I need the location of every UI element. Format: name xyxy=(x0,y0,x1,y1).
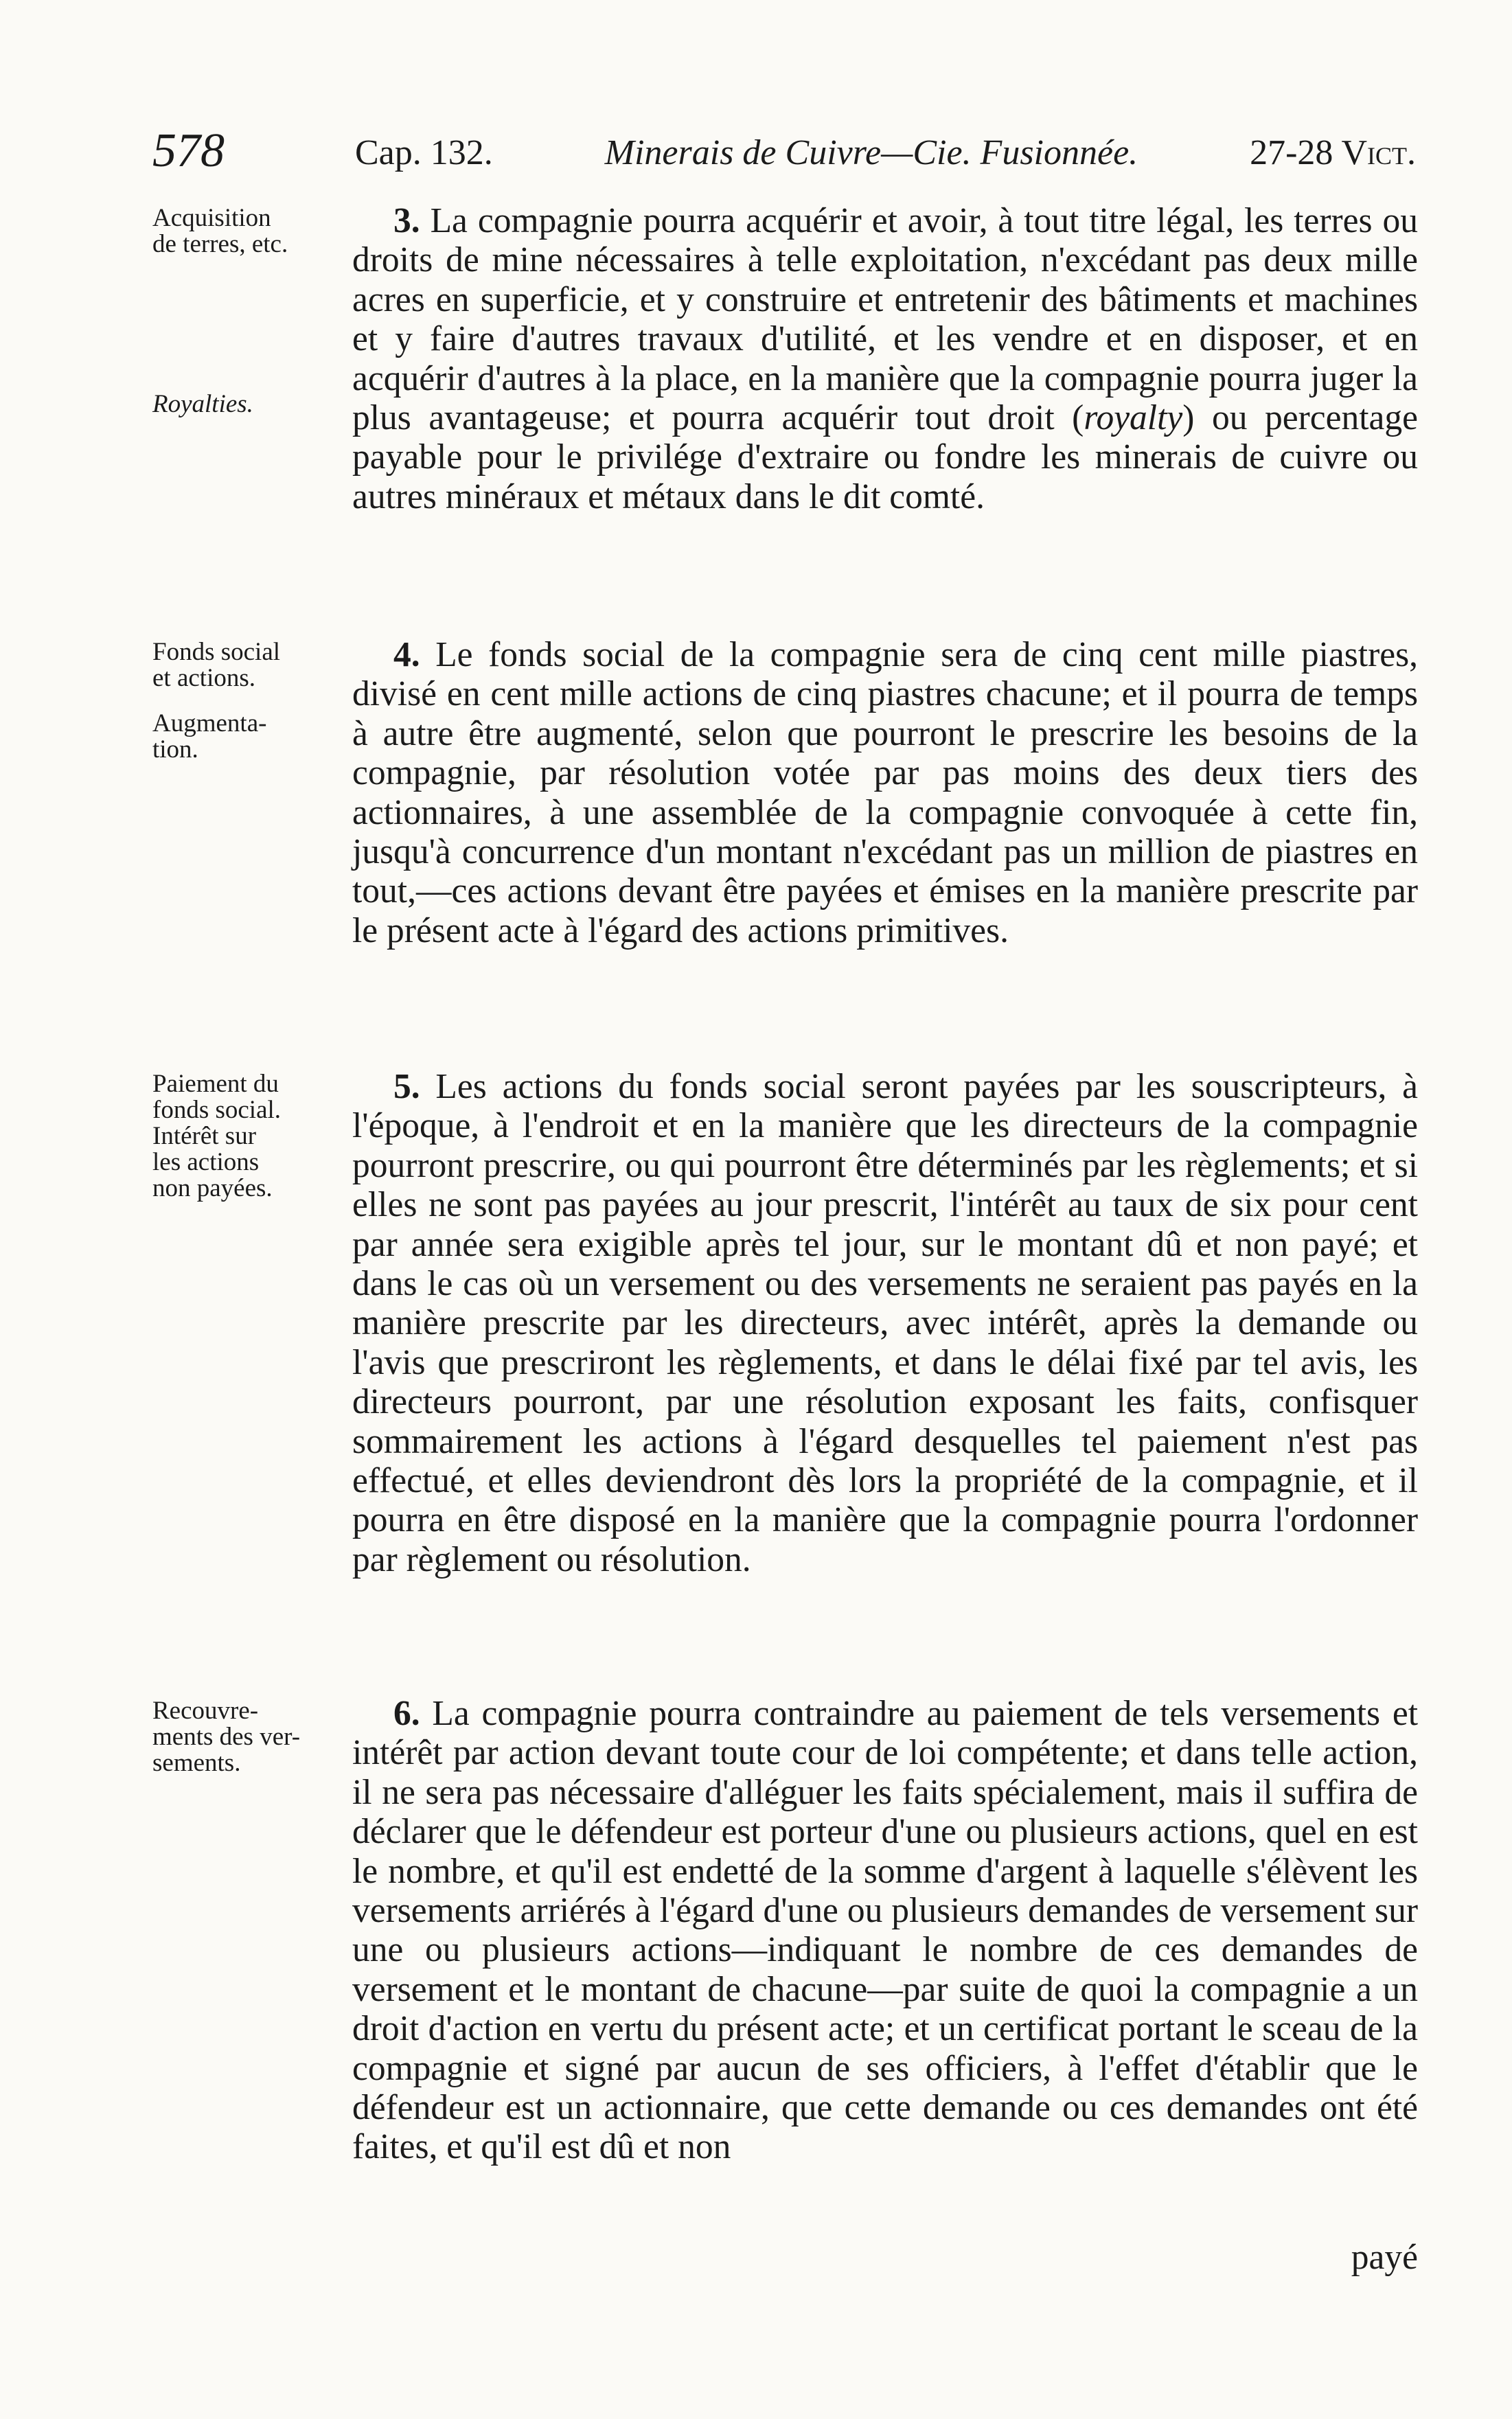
page-header xyxy=(152,124,1416,179)
section-text: Les actions du fonds social seront payées par les souscripteurs, à l'époque, à l'endroit et en la manière que les directeurs de la compagnie pourront prescrire, ou qui pourront être déterminés par les règlements; et si elles ne sont pas payées au jour prescrit, l'intérêt au taux de six pour cent par année sera exigible après tel jour, sur le montant dû et non payé; et dans le cas où un versement ou des versements ne seraient pas payés en la manière prescrite par les directeurs, avec intérêt, après la demande ou l'avis que prescriront les règlements, et dans le délai fixé par tel avis, les directeurs pourront, par une résolution exposant les faits, confisquer sommairement les actions à l'égard desquelles tel paiement n'est pas effectué, et elles deviendront dès lors la propriété de la compagnie, et il pourra en être disposé en la manière que la compagnie pourra l'ordonner par règlement ou résolution. xyxy=(352,1067,1419,1579)
section-paragraph xyxy=(352,1694,1418,2167)
section-italic-term: royalty xyxy=(1084,398,1183,438)
section-text-part-1: La compagnie pourra acquérir et avoir, à tout titre légal, les terres ou droits de mine nécessaires à telle exploitation, n'excédant pas deux mille acres en superficie, et y construire et entretenir des bâtiments et machines et y faire d'autres travaux d'utilité, et les vendre et en disposer, et en acquérir d'autres à la place, en la manière que la compagnie pourra juger la plus avantageuse; et pourra acquérir tout droit ( xyxy=(352,201,1418,438)
section-number: 4. xyxy=(393,635,420,674)
section-text: La compagnie pourra contraindre au paiement de tels versements et intérêt par action devant toute cour de loi compétente; et dans telle action, il ne sera pas nécessaire d'alléguer les faits spécialement, mais il suffira de déclarer que le défendeur est porteur d'une ou plusieurs actions, quel en est le nombre, et qu'il est endetté de la somme d'argent à laquelle s'élèvent les versements arriérés à l'égard d'une ou plusieurs demandes de versement sur une ou plusieurs actions—indiquant le nombre de ces demandes de versement et le montant de chacune—par suite de quoi la compagnie a un droit d'action en vertu du présent acte; et un certificat portant le sceau de la compagnie et signé par aucun de ses officiers, à l'effet d'établir que le défendeur est un actionnaire, que cette demande ou ces demandes ont été faites, et qu'il est dû et non xyxy=(352,1694,1419,2167)
margin-notes xyxy=(152,1071,331,1221)
margin-note-fonds-social: Fonds social et actions. xyxy=(152,638,281,692)
chapter-label: Cap. 132. xyxy=(355,133,493,172)
section-paragraph xyxy=(352,635,1418,950)
running-head xyxy=(355,129,1416,177)
margin-note-royalties: Royalties. xyxy=(152,390,253,418)
section-text-part-2: ) ou percentage payable pour le privilége d'extraire ou fondre les minerais de cuivre ou autres minéraux et métaux dans le dit comté. xyxy=(352,398,1418,516)
page-number: 578 xyxy=(152,124,225,177)
margin-notes xyxy=(152,639,331,782)
section-text: Le fonds social de la compagnie sera de cinq cent mille piastres, divisé en cent mille actions de cinq piastres chacune; et il pourra de temps à autre être augmenté, selon que pourront le prescrire les besoins de la compagnie, par résolution votée par pas moins des deux tiers des actionnaires, à une assemblée de la compagnie convoquée à cette fin, jusqu'à concurrence d'un montant n'excédant pas un million de piastres en tout,—ces actions devant être payées et émises en la manière prescrite par le présent acte à l'égard des actions primitives. xyxy=(352,635,1419,950)
section-paragraph xyxy=(352,1067,1418,1579)
section-number: 3. xyxy=(393,201,420,240)
catchword: payé xyxy=(1351,2238,1418,2277)
section-paragraph xyxy=(352,201,1418,516)
section-number: 5. xyxy=(393,1067,420,1106)
regnal-year: 27-28 Vict. xyxy=(1250,133,1416,172)
margin-notes xyxy=(152,205,331,437)
act-title: Minerais de Cuivre—Cie. Fusionnée. xyxy=(604,133,1138,172)
margin-note-recouvrements: Recouvre- ments des ver- sements. xyxy=(152,1697,301,1777)
section-body xyxy=(352,635,1418,950)
section-body xyxy=(352,1067,1418,1579)
margin-note-paiement: Paiement du fonds social. Intérêt sur les actions non payées. xyxy=(152,1070,282,1202)
section-number: 6. xyxy=(393,1694,420,1733)
section-body xyxy=(352,201,1418,516)
section-body xyxy=(352,1694,1418,2167)
margin-note-acquisition: Acquisition de terres, etc. xyxy=(152,204,288,258)
margin-notes xyxy=(152,1698,331,1796)
margin-note-augmentation: Augmenta- tion. xyxy=(152,709,267,764)
